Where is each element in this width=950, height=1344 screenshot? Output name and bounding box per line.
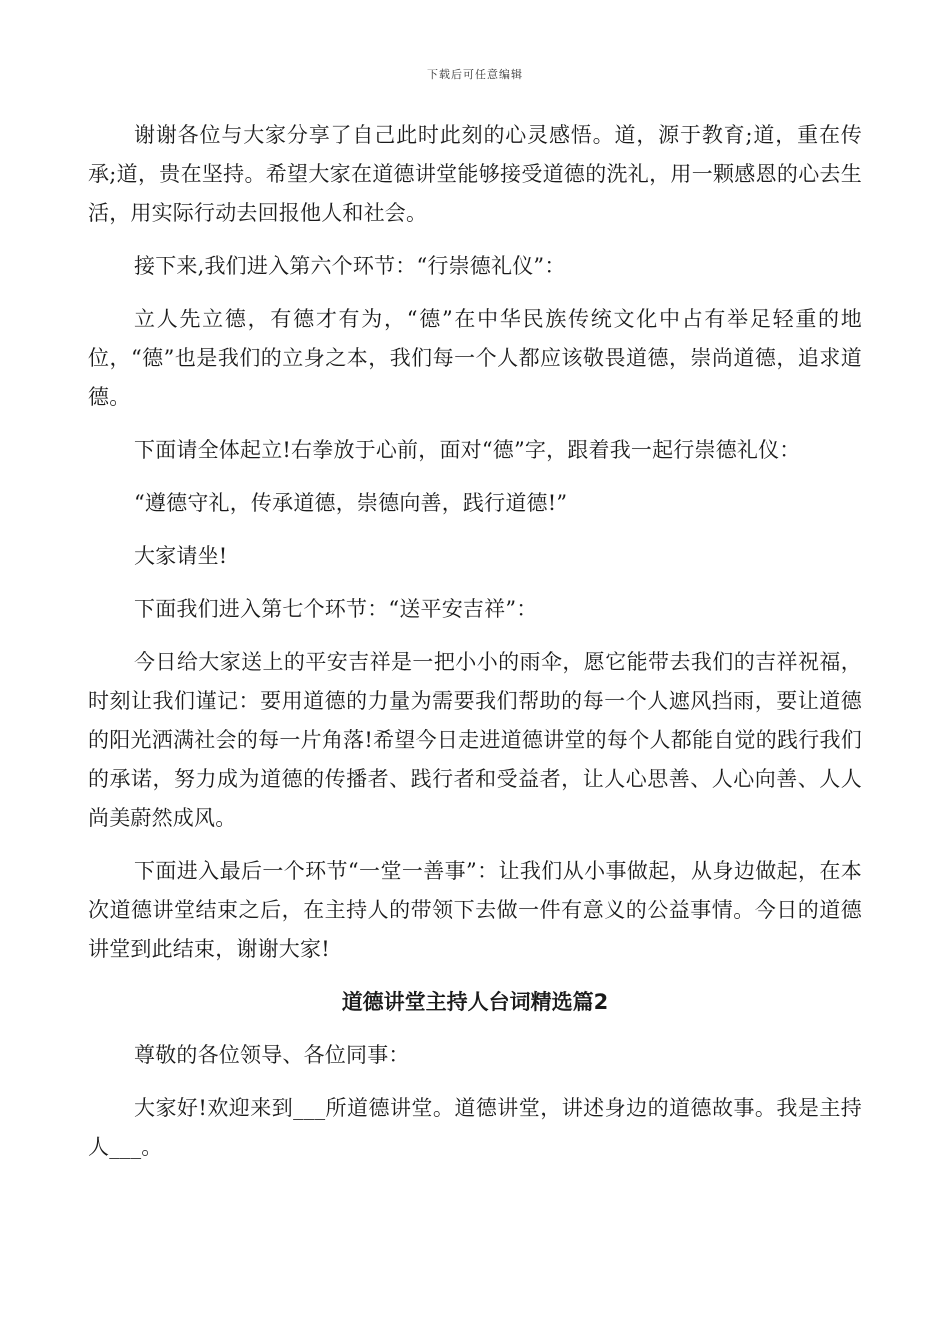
paragraph: 立人先立德，有德才有为，“德”在中华民族传统文化中占有举足轻重的地位，“德”也是我们的立身之本，我们每一个人都应该敬畏道德，崇尚道德，追求道德。	[88, 307, 862, 409]
paragraph: 大家好!欢迎来到___所道德讲堂。道德讲堂，讲述身边的道德故事。我是主持人___。	[88, 1096, 862, 1159]
paragraph: 大家请坐!	[134, 544, 228, 568]
page-header: 下载后可任意编辑	[427, 68, 523, 81]
paragraph: 下面我们进入第七个环节：“送平安吉祥”：	[134, 597, 538, 621]
paragraph: 今日给大家送上的平安吉祥是一把小小的雨伞，愿它能带去我们的吉祥祝福，时刻让我们谨记：要用道德的力量为需要我们帮助的每一个人遮风挡雨，要让道德的阳光洒满社会的每一片角落!希望今日走进道德讲堂的每个人都能自觉的践行我们的承诺，努力成为道德的传播者、践行者和受益者，让人心思善、人心向善、人人尚美蔚然成风。	[88, 650, 862, 830]
paragraph: 下面进入最后一个环节“一堂一善事”：让我们从小事做起，从身边做起，在本次道德讲堂结束之后，在主持人的带领下去做一件有意义的公益事情。今日的道德讲堂到此结束，谢谢大家!	[88, 859, 862, 961]
section-heading: 道德讲堂主持人台词精选篇2	[341, 990, 609, 1014]
paragraph: 谢谢各位与大家分享了自己此时此刻的心灵感悟。道，源于教育;道，重在传承;道，贵在坚持。希望大家在道德讲堂能够接受道德的洗礼，用一颗感恩的心去生活，用实际行动去回报他人和社会。	[88, 123, 862, 225]
document-body	[88, 116, 862, 1181]
paragraph: 下面请全体起立!右拳放于心前，面对“德”字，跟着我一起行崇德礼仪：	[134, 438, 801, 462]
paragraph: 尊敬的各位领导、各位同事：	[134, 1043, 410, 1067]
paragraph: 接下来,我们进入第六个环节：“行崇德礼仪”：	[134, 254, 566, 278]
paragraph: “遵德守礼，传承道德，崇德向善，践行道德!”	[134, 491, 568, 515]
